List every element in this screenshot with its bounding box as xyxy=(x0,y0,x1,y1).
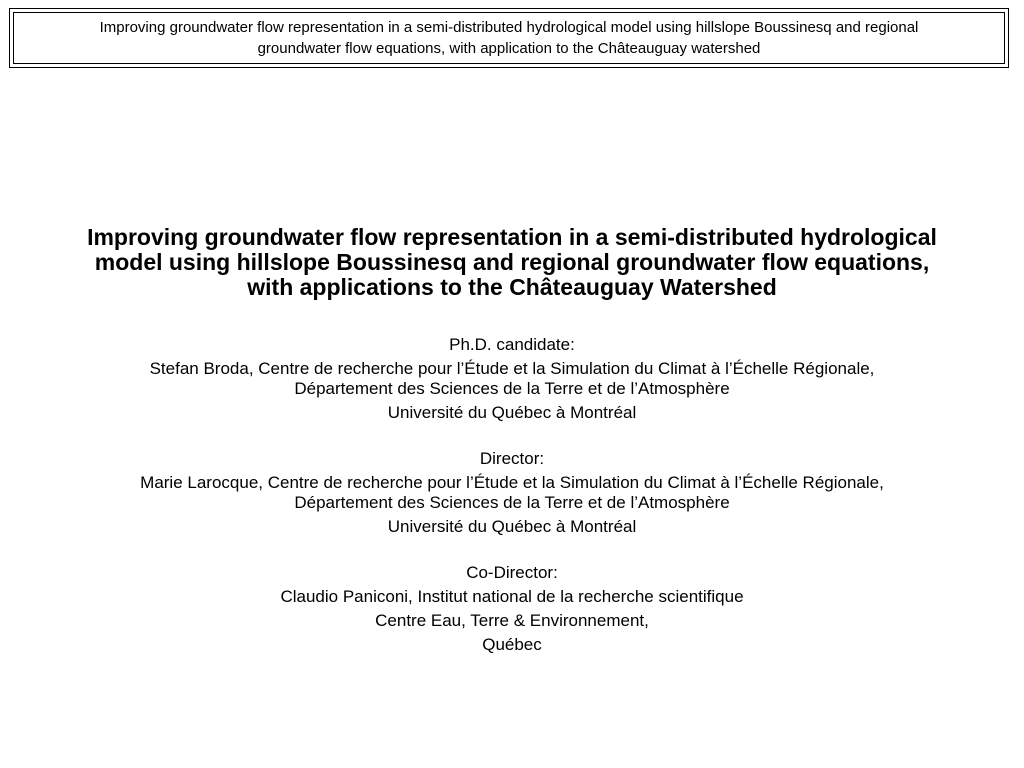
director-affiliation-line-2: Département des Sciences de la Terre et de l’Atmosphère xyxy=(294,493,730,512)
director-university: Université du Québec à Montréal xyxy=(387,517,637,536)
director-section xyxy=(20,449,1004,537)
header-title xyxy=(80,17,939,59)
director-affiliation-line-1: Marie Larocque, Centre de recherche pour l’Étude et la Simulation du Climat à l’Échelle Régionale, xyxy=(140,473,884,492)
main-title xyxy=(20,225,1004,300)
co-director-section xyxy=(20,563,1004,655)
main-title-line-1: Improving groundwater flow representation in a semi-distributed hydrological xyxy=(87,224,937,250)
co-director-role: Co-Director: xyxy=(466,563,558,582)
candidate-affiliation-line-1: Stefan Broda, Centre de recherche pour l’Étude et la Simulation du Climat à l’Échelle Régionale, xyxy=(149,359,875,378)
header-title-line-2: groundwater flow equations, with application to the Châteauguay watershed xyxy=(257,40,761,57)
candidate-university: Université du Québec à Montréal xyxy=(387,403,637,422)
main-title-line-3: with applications to the Châteauguay Watershed xyxy=(247,274,777,300)
credits-block xyxy=(20,335,1004,655)
header-box-inner xyxy=(13,12,1005,64)
candidate-affiliation-line-2: Département des Sciences de la Terre et de l’Atmosphère xyxy=(294,379,730,398)
candidate-section xyxy=(20,335,1004,423)
co-director-affiliation-line-3: Québec xyxy=(482,635,542,654)
director-role: Director: xyxy=(479,449,545,468)
co-director-affiliation-line-1: Claudio Paniconi, Institut national de la recherche scientifique xyxy=(280,587,744,606)
main-title-line-2: model using hillslope Boussinesq and regional groundwater flow equations, xyxy=(94,249,930,275)
header-title-line-1: Improving groundwater flow representation in a semi-distributed hydrological model using hillslope Boussinesq and regional xyxy=(99,19,919,36)
header-box xyxy=(9,8,1009,68)
candidate-role: Ph.D. candidate: xyxy=(449,335,575,354)
co-director-affiliation-line-2: Centre Eau, Terre & Environnement, xyxy=(375,611,649,630)
